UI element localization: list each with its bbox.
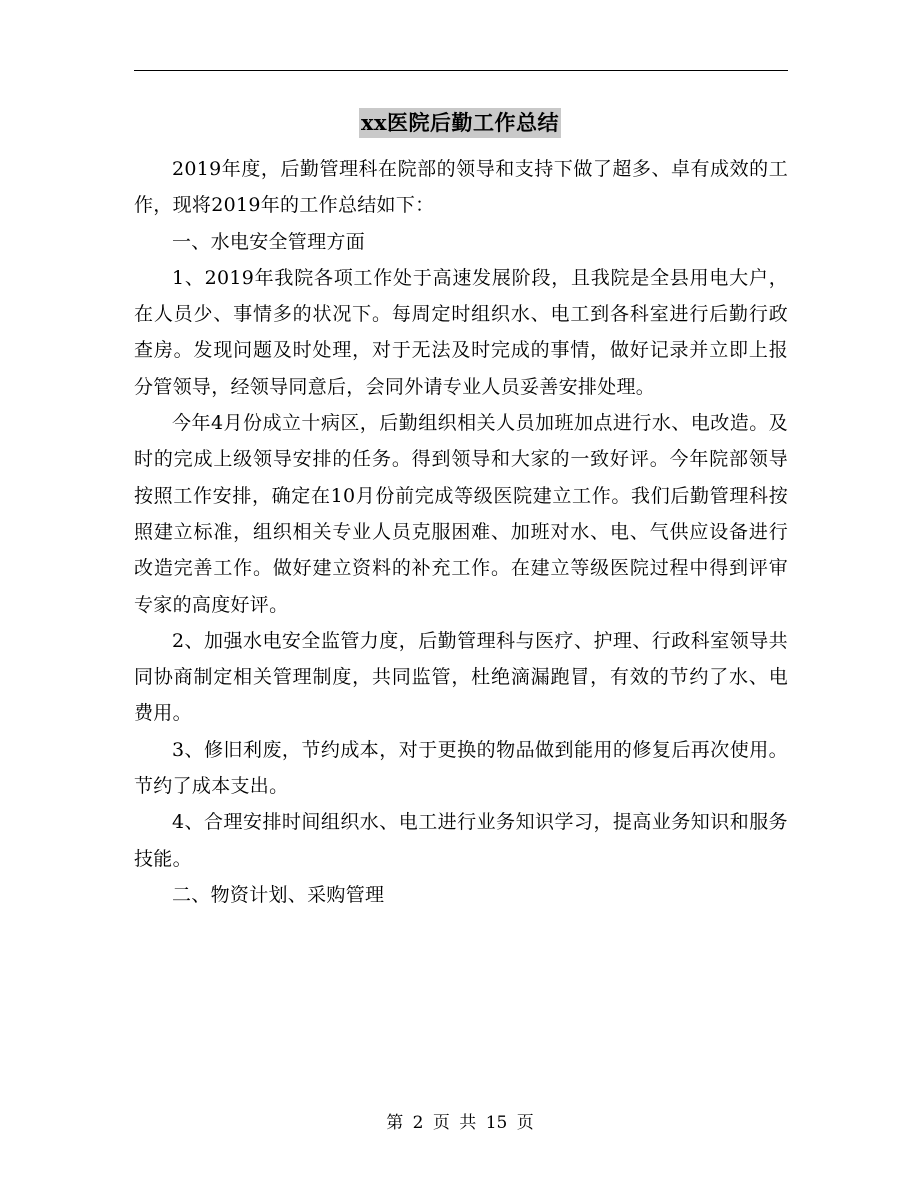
section-heading-procurement: 二、物资计划、采购管理: [172, 883, 385, 906]
paragraph-item-1: 1、2019年我院各项工作处于高速发展阶段，且我院是全县用电大户，在人员少、事情多的状况下。每周定时组织水、电工到各科室进行后勤行政查房。发现问题及时处理，对于无法及时完成的事情，做好记录并立即上报分管领导，经领导同意后，会同外请专业人员妥善安排处理。: [134, 266, 788, 398]
paragraph-intro: 2019年度，后勤管理科在院部的领导和支持下做了超多、卓有成效的工作，现将2019年的工作总结如下：: [134, 158, 788, 217]
header-rule: [134, 70, 788, 71]
document-title: xx医院后勤工作总结: [359, 108, 561, 138]
section-heading-water-electric: 一、水电安全管理方面: [172, 230, 366, 253]
paragraph-item-2: 2、加强水电安全监管力度，后勤管理科与医疗、护理、行政科室领导共同协商制定相关管理制度，共同监管，杜绝滴漏跑冒，有效的节约了水、电费用。: [134, 629, 788, 725]
title-container: [0, 108, 920, 138]
document-body: [134, 151, 788, 913]
page-number-footer: 第 2 页 共 15 页: [386, 1113, 534, 1133]
paragraph-item-4: 4、合理安排时间组织水、电工进行业务知识学习，提高业务知识和服务技能。: [134, 811, 788, 870]
paragraph-item-3: 3、修旧利废，节约成本，对于更换的物品做到能用的修复后再次使用。节约了成本支出。: [134, 738, 788, 798]
paragraph-ward-renovation: 今年4月份成立十病区，后勤组织相关人员加班加点进行水、电改造。及时的完成上级领导安排的任务。得到领导和大家的一致好评。今年院部领导按照工作安排，确定在10月份前完成等级医院建立工作。我们后勤管理科按照建立标准，组织相关专业人员克服困难、加班对水、电、气供应设备进行改造完善工作。做好建立资料的补充工作。在建立等级医院过程中得到评审专家的高度好评。: [134, 412, 788, 616]
